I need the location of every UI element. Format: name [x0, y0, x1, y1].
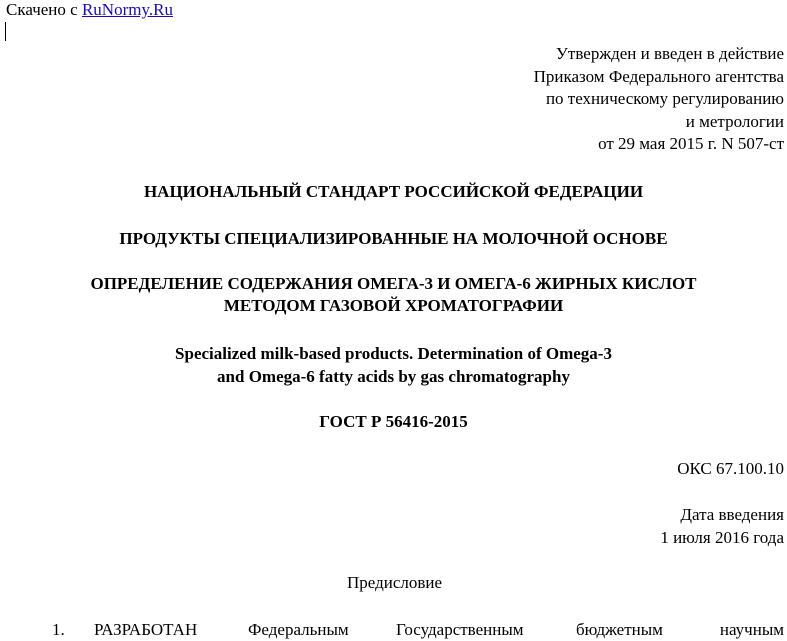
approval-line: и метрологии: [685, 111, 784, 131]
text-cursor: [5, 22, 6, 41]
list-item-word: Федеральным: [248, 620, 349, 639]
list-item-word: научным: [719, 620, 784, 639]
method-heading-line: МЕТОДОМ ГАЗОВОЙ ХРОМАТОГРАФИИ: [223, 296, 564, 315]
approval-block: [534, 43, 784, 156]
product-heading: ПРОДУКТЫ СПЕЦИАЛИЗИРОВАННЫЕ НА МОЛОЧНОЙ ОСНОВЕ: [119, 229, 668, 248]
runormy-link[interactable]: RuNormy.Ru: [81, 0, 173, 19]
method-heading: [0, 273, 787, 317]
introduction-date-block: [660, 504, 784, 549]
download-prefix: Скачено с: [6, 0, 78, 19]
list-item-word: бюджетным: [576, 620, 663, 639]
approval-line: Приказом Федерального агентства: [533, 66, 784, 86]
oks-code: ОКС 67.100.10: [677, 459, 784, 478]
english-title-line: Specialized milk-based products. Determination of Omega-3: [175, 344, 612, 363]
gost-number: ГОСТ Р 56416-2015: [319, 412, 468, 431]
list-item: [0, 619, 787, 641]
english-title: [0, 343, 787, 388]
download-source-line: [6, 0, 173, 20]
list-item-number: 1.: [52, 620, 65, 639]
introduction-date: 1 июля 2016 года: [660, 527, 784, 547]
approval-line: по техническому регулированию: [545, 89, 784, 108]
approval-line: от 29 мая 2015 г. N 507-ст: [598, 134, 784, 153]
standard-heading: НАЦИОНАЛЬНЫЙ СТАНДАРТ РОССИЙСКОЙ ФЕДЕРАЦИИ: [143, 182, 644, 201]
preface-label: Предисловие: [346, 573, 443, 592]
preface-heading: [0, 572, 787, 594]
english-title-line: and Omega-6 fatty acids by gas chromatography: [217, 366, 570, 386]
list-item-word: РАЗРАБОТАН: [94, 620, 198, 639]
introduction-label: Дата введения: [680, 505, 784, 524]
method-heading-line: ОПРЕДЕЛЕНИЕ СОДЕРЖАНИЯ ОМЕГА-3 И ОМЕГА-6 ЖИРНЫХ КИСЛОТ: [90, 274, 697, 293]
approval-line: Утвержден и введен в действие: [555, 44, 784, 63]
list-item-word: Государственным: [396, 620, 524, 639]
